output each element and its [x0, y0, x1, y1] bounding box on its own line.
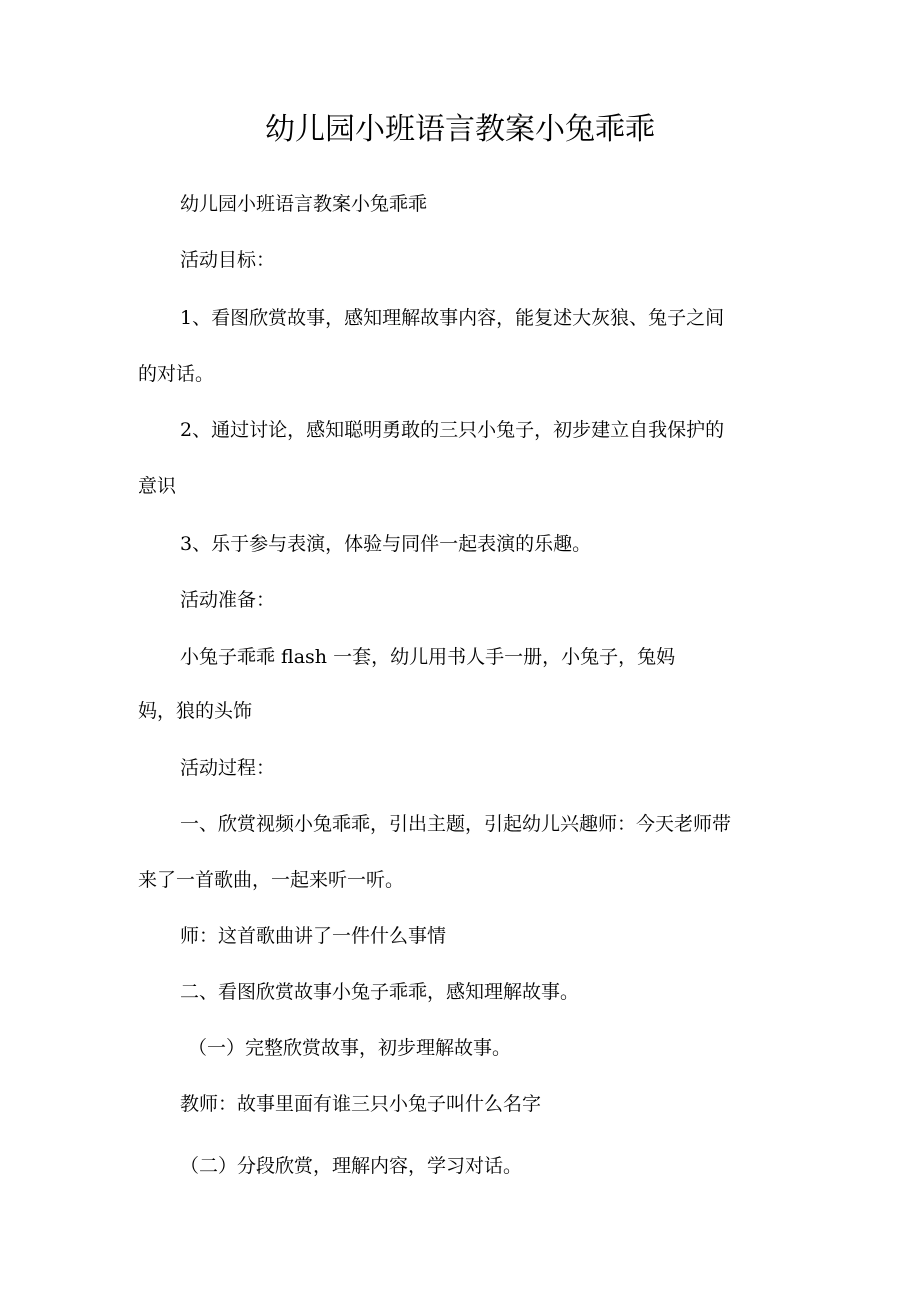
process-step-1-line-1: 一、欣赏视频小兔乖乖，引出主题，引起幼儿兴趣师：今天老师带: [180, 813, 732, 835]
preparation-line-1: 小兔子乖乖 flash 一套，幼儿用书人手一册，小兔子，兔妈: [180, 646, 676, 668]
goal-1-line-1: 1、看图欣赏故事，感知理解故事内容，能复述大灰狼、兔子之间: [180, 307, 725, 329]
substep-1-line: （一）完整欣赏故事，初步理解故事。: [188, 1037, 512, 1059]
section-heading-process: 活动过程：: [180, 757, 276, 779]
teacher-question-names-line: 教师：故事里面有谁三只小兔子叫什么名字: [180, 1093, 542, 1115]
process-step-2-line: 二、看图欣赏故事小兔子乖乖，感知理解故事。: [180, 981, 580, 1003]
goal-2-line-2: 意识: [138, 475, 177, 497]
section-heading-goals: 活动目标：: [180, 249, 276, 271]
process-step-1-line-2: 来了一首歌曲，一起来听一听。: [138, 869, 405, 891]
goal-2-line-1: 2、通过讨论，感知聪明勇敢的三只小兔子，初步建立自我保护的: [180, 419, 725, 441]
teacher-question-line: 师：这首歌曲讲了一件什么事情: [180, 925, 447, 947]
substep-2-line: （二）分段欣赏，理解内容，学习对话。: [180, 1155, 523, 1177]
subtitle-line: 幼儿园小班语言教案小兔乖乖: [180, 193, 428, 215]
goal-1-line-2: 的对话。: [138, 363, 215, 385]
section-heading-preparation: 活动准备：: [180, 589, 276, 611]
document-title: 幼儿园小班语言教案小兔乖乖: [265, 112, 655, 147]
goal-3-line: 3、乐于参与表演，体验与同伴一起表演的乐趣。: [180, 533, 592, 555]
preparation-line-2: 妈，狼的头饰: [138, 700, 253, 722]
